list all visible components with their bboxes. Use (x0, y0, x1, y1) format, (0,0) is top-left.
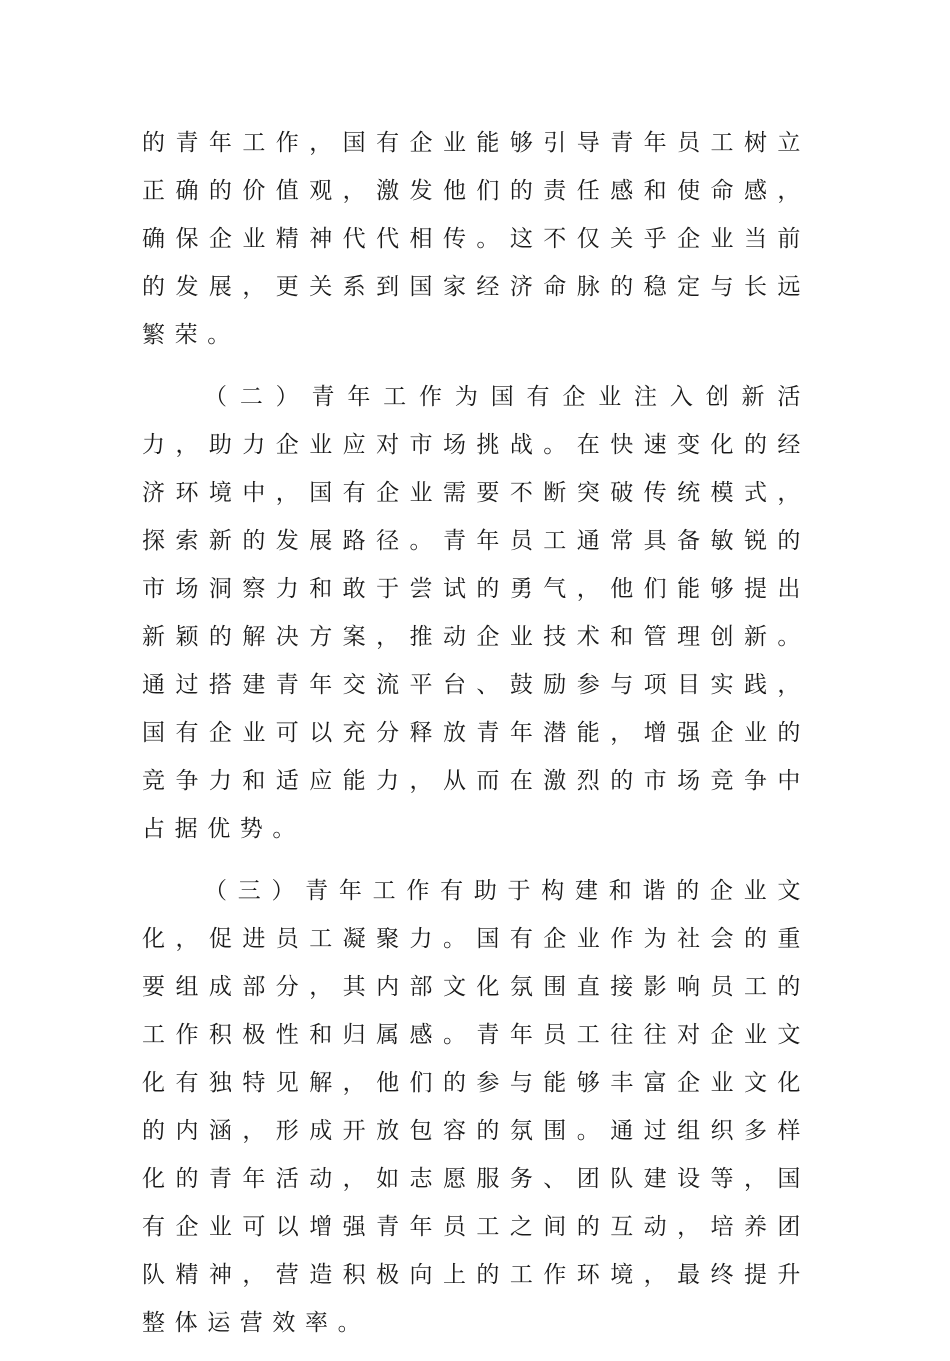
paragraph-continuation: 的青年工作，国有企业能够引导青年员工树立正确的价值观，激发他们的责任感和使命感，确保企业精神代代相传。这不仅关乎企业当前的发展，更关系到国家经济命脉的稳定与长远繁荣。 (142, 130, 810, 348)
paragraph-section-2: （二）青年工作为国有企业注入创新活力，助力企业应对市场挑战。在快速变化的经济环境中，国有企业需要不断突破传统模式，探索新的发展路径。青年员工通常具备敏锐的市场洞察力和敢于尝试的勇气，他们能够提出新颖的解决方案，推动企业技术和管理创新。通过搭建青年交流平台、鼓励参与项目实践，国有企业可以充分释放青年潜能，增强企业的竞争力和适应能力，从而在激烈的市场竞争中占据优势。 (142, 384, 810, 842)
paragraph-section-3: （三）青年工作有助于构建和谐的企业文化，促进员工凝聚力。国有企业作为社会的重要组成部分，其内部文化氛围直接影响员工的工作积极性和归属感。青年员工往往对企业文化有独特见解，他们的参与能够丰富企业文化的内涵，形成开放包容的氛围。通过组织多样化的青年活动，如志愿服务、团队建设等，国有企业可以增强青年员工之间的互动，培养团队精神，营造积极向上的工作环境，最终提升整体运营效率。 (142, 878, 810, 1336)
document-body (142, 119, 810, 1361)
